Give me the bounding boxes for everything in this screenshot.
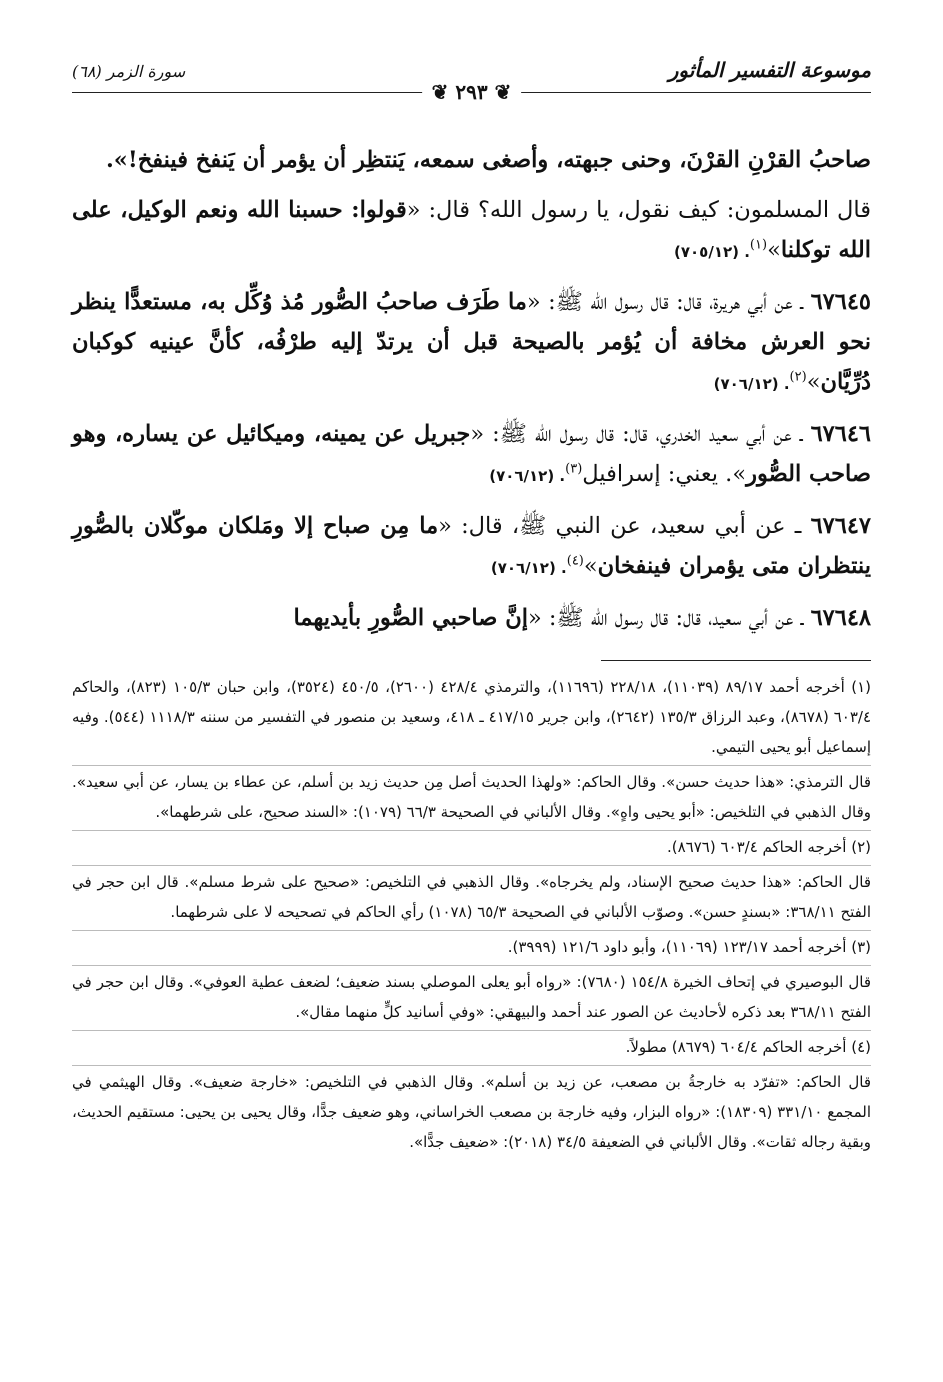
- hadith-number: ٦٧٦٤٨: [810, 605, 871, 631]
- quote-close: »: [806, 369, 821, 395]
- hadith-number: ٦٧٦٤٦: [810, 421, 871, 447]
- footnote-1-grading: قال الترمذي: «هذا حديث حسن». وقال الحاكم: «ولهذا الحديث أصل مِن حديث زيد بن أسلم، عن عطاء بن يسار، عن أبي سعيد». وقال الذهبي في التلخيص: «أبو يحيى واهٍ». وقال الألباني في الصحيحة ٦٦/٣ (١٠٧٩): «السند صحيح، على شرطهما».: [72, 765, 871, 827]
- hadith-text: جبريل عن يمينه، وميكائيل عن يساره، وهو صاحب الصُّور: [72, 421, 871, 487]
- hadith-entry-67645: [72, 282, 871, 404]
- narration-intro: ـ عن أبي سعيد، عن النبي ﷺ، قال: «: [438, 513, 811, 539]
- volume-reference: . (٧٠٦/١٢): [490, 559, 567, 577]
- paragraph-question: [72, 190, 871, 272]
- book-title: موسوعة التفسير المأثور: [668, 58, 871, 82]
- page-number: ❦ ٢٩٣ ❦: [422, 80, 522, 104]
- quote-close: ». يعني: إسرافيل: [582, 461, 747, 487]
- hadith-text: صاحبُ القرْنِ القرْنَ، وحنى جبهته، وأصغى سمعه، يَنتظِر أن يؤمر أن يَنفخ فينفخ!».: [105, 147, 871, 173]
- hadith-text: قولوا: حسبنا الله ونعم الوكيل، على الله توكلنا: [72, 197, 871, 263]
- hadith-text: ما مِن صباح إلا ومَلكان موكّلان بالصُّورِ ينتظران متى يؤمران فينفخان: [72, 513, 871, 579]
- footnote-2-grading: قال الحاكم: «هذا حديث صحيح الإسناد، ولم يخرجاه». وقال الذهبي في التلخيص: «صحيح على شرط مسلم». قال ابن حجر في الفتح ٣٦٨/١١: «بسندٍ حسن». وصوّب الألباني في الصحيحة ٦٥/٣ (١٠٧٨) رأي الحاكم في تصحيحه لا على شرطهما.: [72, 865, 871, 927]
- hadith-entry-67647: [72, 506, 871, 588]
- narration-intro: ـ عن أبي سعيد الخدري، قال: قال رسول الله ﷺ: «: [470, 421, 811, 447]
- footnote-4-source: (٤) أخرجه الحاكم ٦٠٤/٤ (٨٦٧٩) مطولاً.: [72, 1030, 871, 1062]
- footnotes: [72, 672, 871, 1157]
- hadith-text: ما طَرَف صاحبُ الصُّور مُذ وُكِّل به، مستعدًّا ينظر نحو العرش مخافة أن يُؤمر بالصيحة قبل أن يرتدّ إليه طرْفُه، كأنَّ عينيه كوكبان دُرِّيَّان: [72, 289, 871, 395]
- page-number-value: ٢٩٣: [455, 80, 488, 104]
- paragraph-continuation: [72, 140, 871, 180]
- footnote-marker: (٣): [565, 461, 583, 477]
- footnote-marker: (٢): [789, 369, 807, 385]
- footnote-marker: (٤): [566, 553, 584, 569]
- hadith-text: إنَّ صاحبي الصُّورِ بأيديهما: [293, 605, 528, 631]
- running-header: [72, 58, 871, 104]
- surah-title: سورة الزمر (٦٨): [72, 62, 186, 81]
- hadith-number: ٦٧٦٤٧: [810, 513, 871, 539]
- footnote-rule: [601, 660, 871, 661]
- main-text: [72, 140, 871, 648]
- hadith-number: ٦٧٦٤٥: [810, 289, 871, 315]
- hadith-entry-67648: [72, 598, 871, 638]
- footnote-4-grading: قال الحاكم: «تفرّد به خارجةُ بن مصعب، عن زيد بن أسلم». وقال الذهبي في التلخيص: «خارجة ضعيف». وقال الهيثمي في المجمع ٣٣١/١٠ (١٨٣٠٩): «رواه البزار، وفيه خارجة بن مصعب الخراساني، وهو ضعيف جدًّا، وقال يحيى بن يحيى: مستقيم الحديث، وبقية رجاله ثقات». وقال الألباني في الضعيفة ٣٤/٥ (٢٠١٨): «ضعيف جدًّا».: [72, 1065, 871, 1157]
- footnote-marker: (١): [749, 237, 768, 253]
- footnote-3-grading: قال البوصيري في إتحاف الخيرة ١٥٤/٨ (٧٦٨٠): «رواه أبو يعلى الموصلي بسند ضعيف؛ لضعف عطية العوفي». وقال ابن حجر في الفتح ٣٦٨/١١ بعد ذكره لأحاديث عن الصور عند أحمد والبيهقي: «وفي أسانيد كلٍّ منهما مقال».: [72, 965, 871, 1027]
- footnote-1-source: (١) أخرجه أحمد ٨٩/١٧ (١١٠٣٩)، ٢٢٨/١٨ (١١٦٩٦)، والترمذي ٤٢٨/٤ (٢٦٠٠)، ٤٥٠/٥ (٣٥٢٤)، وابن حبان ١٠٥/٣ (٨٢٣)، والحاكم ٦٠٣/٤ (٨٦٧٨)، وعبد الرزاق ١٣٥/٣ (٢٦٤٢)، وابن جرير ٤١٧/١٥ ـ ٤١٨، وسعيد بن منصور في التفسير من سننه ١١١٨/٣ (٥٤٤). وفيه إسماعيل أبو يحيى التيمي.: [72, 678, 872, 756]
- volume-reference: . (٧٠٦/١٢): [489, 467, 566, 485]
- book-page: [72, 0, 871, 1382]
- hadith-entry-67646: [72, 414, 871, 496]
- volume-reference: . (٧٠٦/١٢): [713, 375, 790, 393]
- narration-intro: قال المسلمون: كيف نقول، يا رسول الله؟ قال: «: [406, 197, 872, 223]
- volume-reference: . (٧٠٥/١٢): [674, 243, 750, 261]
- quote-close: »: [583, 553, 598, 579]
- narration-intro: ـ عن أبي سعيد، قال: قال رسول الله ﷺ: «: [527, 605, 811, 631]
- quote-close: »: [767, 237, 781, 263]
- narration-intro: ـ عن أبي هريرة، قال: قال رسول الله ﷺ: «: [526, 289, 811, 315]
- footnote-3-source: (٣) أخرجه أحمد ١٢٣/١٧ (١١٠٦٩)، وأبو داود ١٢١/٦ (٣٩٩٩).: [72, 930, 871, 962]
- footnote-2-source: (٢) أخرجه الحاكم ٦٠٣/٤ (٨٦٧٦).: [72, 830, 871, 862]
